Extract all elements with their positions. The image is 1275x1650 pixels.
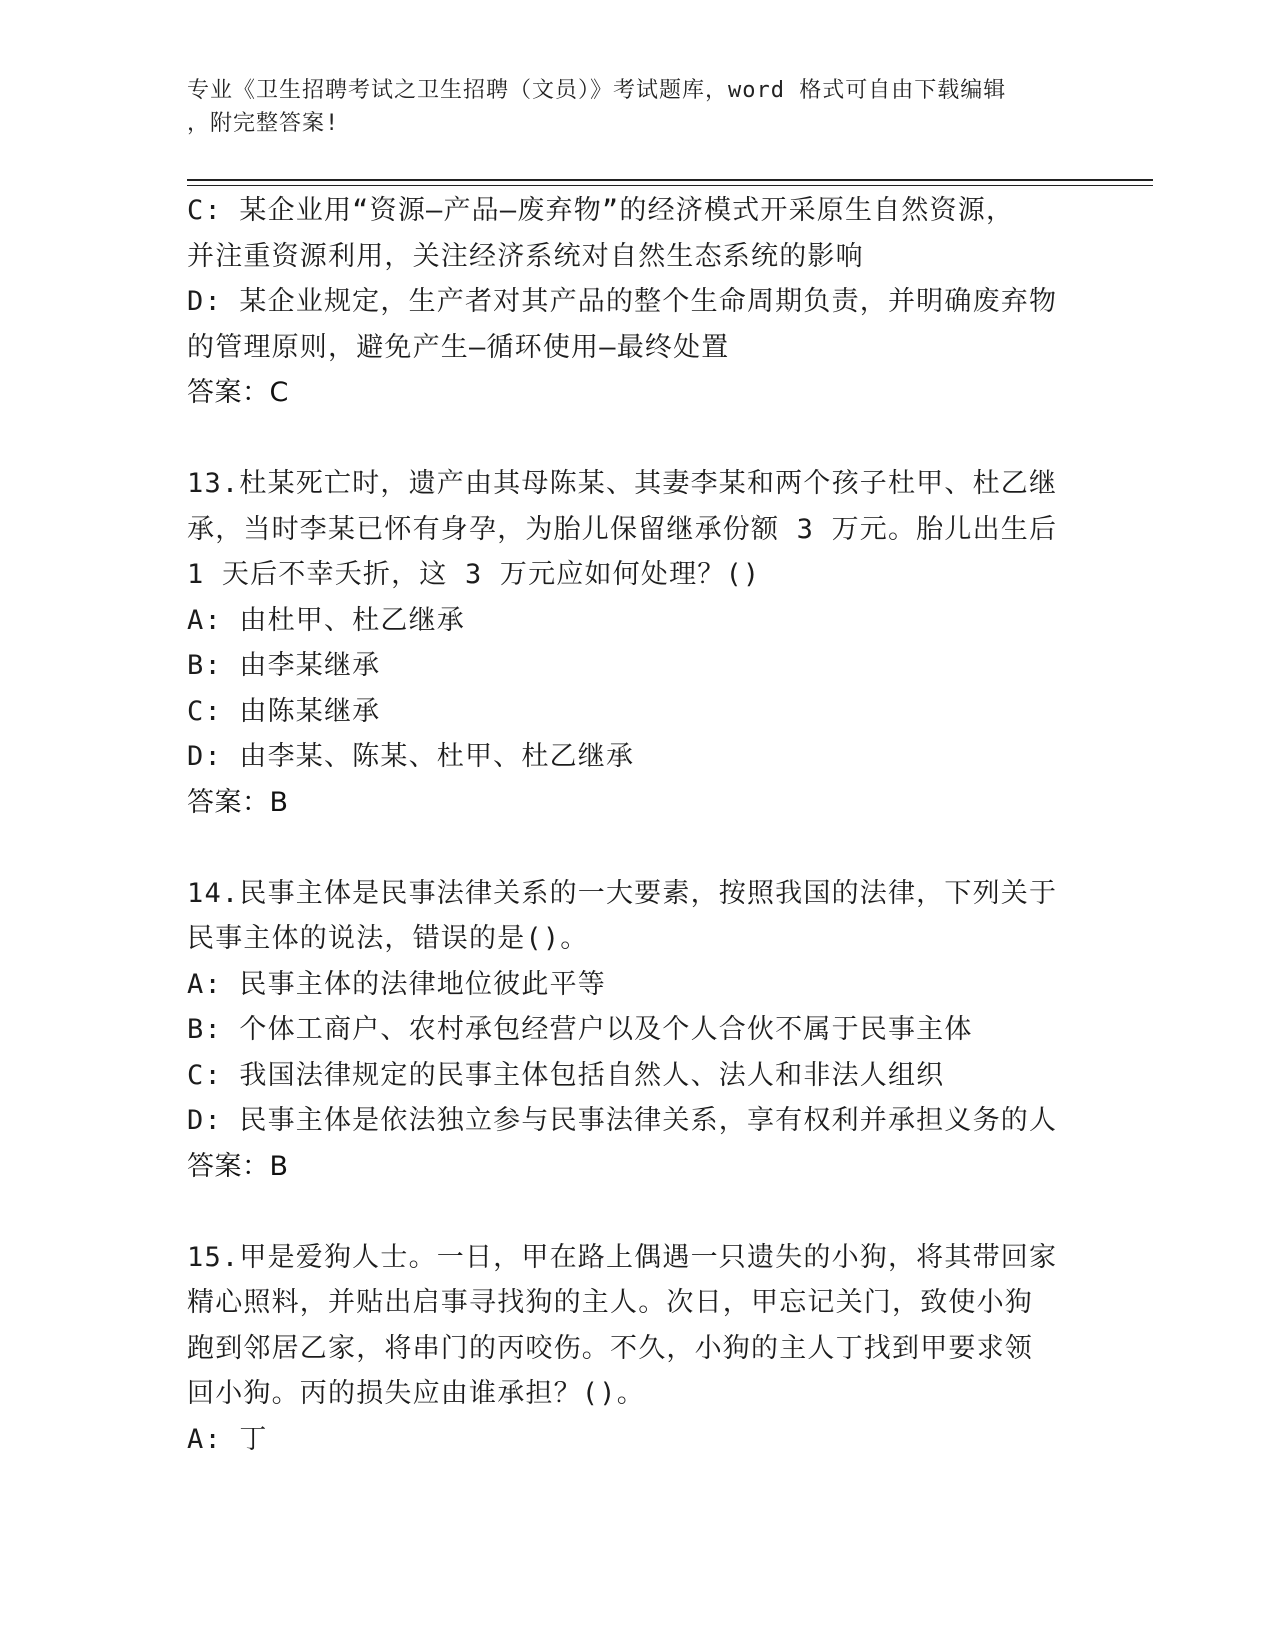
document-body: [187, 188, 1087, 1462]
spacer: [187, 416, 1087, 462]
option-c: C: 由陈某继承: [187, 695, 381, 727]
option-b: B: 个体工商户、农村承包经营户以及个人合伙不属于民事主体: [187, 1014, 973, 1045]
question-stem-line: 15.甲是爱狗人士。一日，甲在路上偶遇一只遗失的小狗，将其带回家: [187, 1241, 1058, 1273]
option-d: D: 民事主体是依法独立参与民事法律关系，享有权利并承担义务的人: [187, 1105, 1058, 1136]
question-stem-line: 精心照料，并贴出启事寻找狗的主人。次日，甲忘记关门，致使小狗: [187, 1287, 1033, 1318]
prev-question-tail: [187, 188, 1087, 416]
header-line-2: ，附完整答案!: [187, 111, 340, 136]
header-line-1: 专业《卫生招聘考试之卫生招聘（文员）》考试题库，word 格式可自由下载编辑: [187, 78, 1007, 103]
answer-line: 答案：B: [187, 1150, 289, 1182]
question-stem-line: 13.杜某死亡时，遗产由其母陈某、其妻李某和两个孩子杜甲、杜乙继: [187, 468, 1058, 499]
spacer: [187, 1189, 1087, 1235]
question-stem-line: 1 天后不幸夭折，这 3 万元应如何处理？(): [187, 559, 761, 590]
option-a: A: 由杜甲、杜乙继承: [187, 604, 465, 636]
answer-line: 答案：C: [187, 377, 289, 408]
question-15: [187, 1235, 1087, 1463]
question-stem-line: 14.民事主体是民事法律关系的一大要素，按照我国的法律，下列关于: [187, 877, 1058, 909]
question-13: [187, 461, 1087, 825]
option-a: A: 丁: [187, 1423, 268, 1455]
question-stem-line: 回小狗。丙的损失应由谁承担？()。: [187, 1378, 645, 1409]
question-14: [187, 871, 1087, 1190]
option-d-line-2: 的管理原则，避免产生—循环使用—最终处置: [187, 331, 730, 363]
option-c-line-2: 并注重资源利用，关注经济系统对自然生态系统的影响: [187, 240, 864, 272]
answer-line: 答案：B: [187, 786, 289, 818]
spacer: [187, 825, 1087, 871]
option-d-line-1: D: 某企业规定，生产者对其产品的整个生命周期负责，并明确废弃物: [187, 286, 1058, 317]
option-a: A: 民事主体的法律地位彼此平等: [187, 968, 606, 1000]
question-stem-line: 民事主体的说法，错误的是()。: [187, 923, 589, 954]
option-d: D: 由李某、陈某、杜甲、杜乙继承: [187, 741, 635, 772]
question-stem-line: 跑到邻居乙家，将串门的丙咬伤。不久，小狗的主人丁找到甲要求领: [187, 1332, 1033, 1364]
document-header: [187, 74, 1087, 140]
header-divider-thick: [187, 179, 1153, 181]
option-b: B: 由李某继承: [187, 650, 381, 681]
option-c-line-1: C: 某企业用“资源—产品—废弃物”的经济模式开采原生自然资源，: [187, 195, 1015, 226]
option-c: C: 我国法律规定的民事主体包括自然人、法人和非法人组织: [187, 1059, 945, 1091]
question-stem-line: 承，当时李某已怀有身孕，为胎儿保留继承份额 3 万元。胎儿出生后: [187, 513, 1058, 545]
header-divider-thin: [187, 185, 1153, 186]
